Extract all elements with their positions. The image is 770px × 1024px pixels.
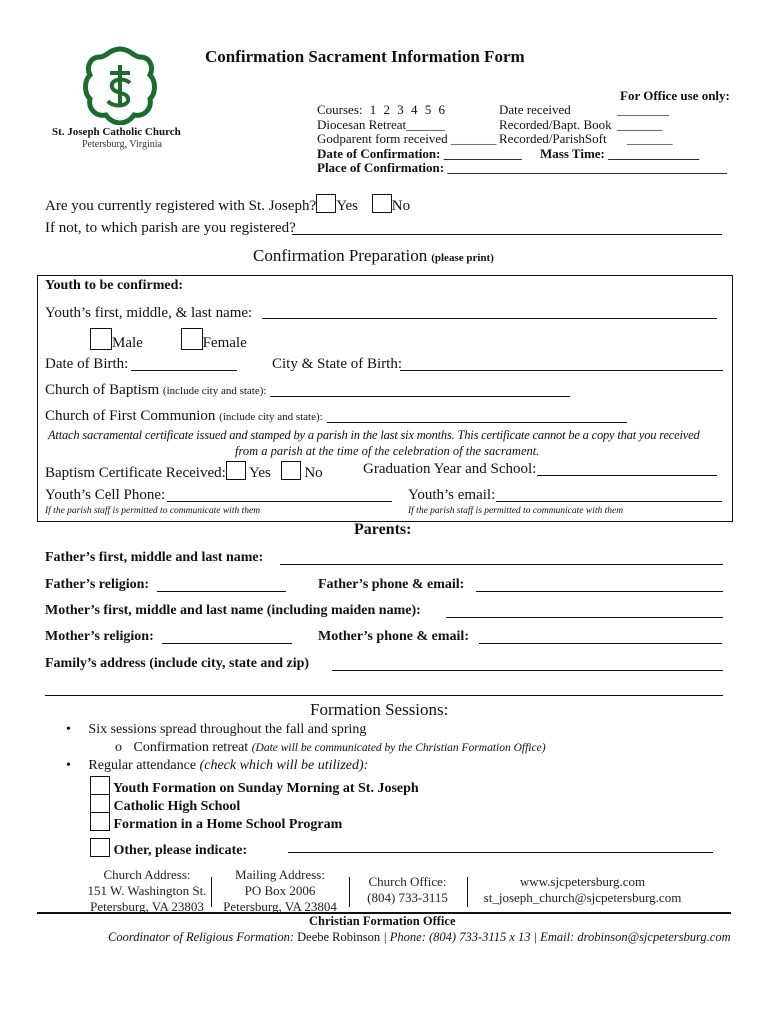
office-phone: (804) 733-3115 bbox=[367, 890, 448, 905]
baptism-label: Church of Baptism bbox=[45, 382, 160, 398]
church-address-line1: 151 W. Washington St. bbox=[87, 883, 207, 898]
birthplace-field[interactable] bbox=[400, 370, 723, 371]
office-courses: Courses: 1 2 3 4 5 6 bbox=[317, 102, 445, 117]
attach-note-line2: from a parish at the time of the celebration of the sacrament. bbox=[235, 444, 540, 458]
mother-religion-label: Mother’s religion: bbox=[45, 629, 154, 644]
permit-note-email: If the parish staff is permitted to communicate with them bbox=[408, 506, 624, 516]
cert-no-checkbox[interactable] bbox=[281, 461, 301, 480]
registration-question-row bbox=[45, 194, 410, 215]
coordinator-contact: | Phone: (804) 733-3115 x 13 | Email: drobinson@sjcpetersburg.com bbox=[383, 930, 731, 944]
registered-no-checkbox[interactable] bbox=[372, 194, 392, 213]
female-checkbox[interactable] bbox=[181, 328, 203, 350]
shield-cross-icon bbox=[80, 45, 160, 125]
option-other bbox=[90, 838, 247, 859]
office-recorded-soft: Recorded/ParishSoft bbox=[499, 131, 607, 146]
dob-field[interactable] bbox=[131, 370, 237, 371]
permit-note-cell: If the parish staff is permitted to communicate with them bbox=[45, 506, 261, 516]
footer-office bbox=[360, 874, 455, 906]
address-field-1[interactable] bbox=[332, 670, 723, 671]
cert-no-label: No bbox=[304, 465, 323, 481]
office-place-confirmation: Place of Confirmation: ___________________________________________ bbox=[317, 160, 727, 175]
footer-mailing-address bbox=[220, 867, 340, 915]
baptism-note: (include city and state): bbox=[162, 385, 267, 397]
option-other-field[interactable] bbox=[288, 852, 713, 853]
form-title: Confirmation Sacrament Information Form bbox=[205, 47, 525, 66]
option-catholic-high-checkbox[interactable] bbox=[90, 794, 110, 813]
church-email-link[interactable]: st_joseph_church@sjcpetersburg.com bbox=[483, 890, 682, 905]
office-heading: For Office use only: bbox=[620, 88, 730, 103]
dob-label: Date of Birth: bbox=[45, 356, 129, 372]
church-address-line2: Petersburg, VA 23803 bbox=[90, 899, 204, 914]
option-youth-formation-label: Youth Formation on Sunday Morning at St. Joseph bbox=[112, 781, 419, 796]
baptism-row bbox=[45, 382, 266, 399]
office-godparent: Godparent form received _______ bbox=[317, 131, 497, 146]
address-field-2[interactable] bbox=[45, 695, 723, 696]
parents-title: Parents: bbox=[354, 521, 412, 538]
cell-field[interactable] bbox=[167, 501, 392, 502]
mother-religion-field[interactable] bbox=[162, 643, 292, 644]
church-name: St. Joseph Catholic Church bbox=[52, 126, 181, 138]
sub-bullet-icon: o bbox=[115, 740, 122, 755]
mailing-line1: PO Box 2006 bbox=[244, 883, 316, 898]
option-home-school bbox=[90, 812, 342, 833]
male-label: Male bbox=[112, 335, 143, 351]
email-field[interactable] bbox=[496, 501, 722, 502]
option-other-checkbox[interactable] bbox=[90, 838, 110, 857]
footer-divider bbox=[211, 877, 212, 907]
session-bullet-1-text: Six sessions spread throughout the fall and spring bbox=[88, 722, 367, 737]
gender-row bbox=[90, 328, 247, 352]
session-bullet-2-note: (check which will be utilized): bbox=[199, 758, 369, 773]
other-parish-label: If not, to which parish are you registered? bbox=[45, 220, 296, 236]
office-date-received-blank: ________ bbox=[617, 102, 669, 117]
prep-title: Confirmation Preparation bbox=[253, 246, 428, 265]
cert-row bbox=[45, 461, 323, 482]
mother-name-field[interactable] bbox=[446, 617, 723, 618]
father-contact-field[interactable] bbox=[476, 591, 723, 592]
communion-label: Church of First Communion bbox=[45, 408, 216, 424]
office-date-confirmation: Date of Confirmation: ____________ bbox=[317, 146, 522, 161]
bullet-dot-icon: • bbox=[66, 722, 71, 737]
mother-contact-label: Mother’s phone & email: bbox=[318, 629, 469, 644]
baptism-field[interactable] bbox=[270, 396, 570, 397]
mother-name-label: Mother’s first, middle and last name (including maiden name): bbox=[45, 603, 421, 618]
other-parish-field[interactable] bbox=[292, 234, 722, 235]
cert-label: Baptism Certificate Received: bbox=[45, 465, 226, 481]
church-location: Petersburg, Virginia bbox=[82, 139, 162, 150]
option-home-school-label: Formation in a Home School Program bbox=[113, 817, 343, 832]
registration-question: Are you currently registered with St. Joseph? bbox=[45, 198, 317, 214]
youth-heading: Youth to be confirmed: bbox=[45, 278, 184, 293]
session-sub-1 bbox=[115, 740, 546, 756]
communion-field[interactable] bbox=[327, 422, 627, 423]
female-label: Female bbox=[202, 335, 247, 351]
church-address-heading: Church Address: bbox=[103, 867, 191, 882]
footer-divider bbox=[349, 877, 350, 907]
prep-title-row bbox=[253, 246, 494, 266]
coordinator-name: Deebe Robinson bbox=[297, 930, 381, 944]
session-bullet-2 bbox=[66, 758, 368, 774]
office-heading-footer: Church Office: bbox=[368, 874, 447, 889]
footer-coordinator bbox=[108, 930, 731, 945]
cert-yes-checkbox[interactable] bbox=[226, 461, 246, 480]
session-sub-1-text: Confirmation retreat bbox=[133, 740, 249, 755]
office-recorded-soft-blank: _______ bbox=[627, 131, 673, 146]
prep-note: (please print) bbox=[431, 252, 494, 264]
option-youth-formation-checkbox[interactable] bbox=[90, 776, 110, 795]
email-label: Youth’s email: bbox=[408, 487, 496, 503]
communion-row bbox=[45, 408, 323, 425]
cert-yes-label: Yes bbox=[248, 465, 271, 481]
mailing-line2: Petersburg, VA 23804 bbox=[223, 899, 337, 914]
office-mass-time: Mass Time: ______________ bbox=[540, 146, 700, 161]
grad-label: Graduation Year and School: bbox=[363, 461, 537, 477]
registered-yes-checkbox[interactable] bbox=[316, 194, 336, 213]
footer-divider bbox=[467, 877, 468, 907]
youth-name-label: Youth’s first, middle, & last name: bbox=[45, 305, 253, 321]
attach-note-line1: Attach sacramental certificate issued and stamped by a parish in the last six months. This certificate cannot be a copy that you received bbox=[48, 428, 700, 442]
coordinator-label: Coordinator of Religious Formation: bbox=[108, 930, 294, 944]
father-name-label: Father’s first, middle and last name: bbox=[45, 550, 264, 565]
office-recorded-book-blank: _______ bbox=[617, 117, 663, 132]
father-contact-label: Father’s phone & email: bbox=[318, 577, 465, 592]
option-home-school-checkbox[interactable] bbox=[90, 812, 110, 831]
office-date-received: Date received bbox=[499, 102, 571, 117]
communion-note: (include city and state): bbox=[219, 411, 323, 423]
father-name-field[interactable] bbox=[280, 564, 723, 565]
registered-no-label: No bbox=[391, 198, 411, 214]
mother-contact-field[interactable] bbox=[479, 643, 722, 644]
footer-web bbox=[480, 874, 685, 906]
birthplace-label: City & State of Birth: bbox=[272, 356, 402, 372]
office-recorded-book: Recorded/Bapt. Book bbox=[499, 117, 612, 132]
footer-dept: Christian Formation Office bbox=[309, 914, 456, 928]
mailing-heading: Mailing Address: bbox=[235, 867, 325, 882]
session-bullet-2-text: Regular attendance bbox=[88, 758, 197, 773]
option-other-label: Other, please indicate: bbox=[113, 843, 248, 858]
youth-name-field[interactable] bbox=[262, 318, 717, 319]
father-religion-field[interactable] bbox=[157, 591, 286, 592]
cell-label: Youth’s Cell Phone: bbox=[45, 487, 166, 503]
footer-church-address bbox=[82, 867, 212, 915]
registered-yes-label: Yes bbox=[336, 198, 359, 214]
church-logo bbox=[80, 45, 160, 125]
grad-field[interactable] bbox=[537, 475, 717, 476]
website-link[interactable]: www.sjcpetersburg.com bbox=[519, 874, 646, 889]
male-checkbox[interactable] bbox=[90, 328, 112, 350]
father-religion-label: Father’s religion: bbox=[45, 577, 150, 592]
sessions-title: Formation Sessions: bbox=[310, 700, 449, 719]
session-sub-1-note: (Date will be communicated by the Christian Formation Office) bbox=[251, 742, 546, 754]
session-bullet-1 bbox=[66, 722, 366, 738]
option-catholic-high-label: Catholic High School bbox=[113, 799, 241, 814]
address-label: Family’s address (include city, state and zip) bbox=[45, 656, 310, 671]
office-retreat: Diocesan Retreat______ bbox=[317, 117, 446, 132]
bullet-dot-icon: • bbox=[66, 758, 71, 773]
